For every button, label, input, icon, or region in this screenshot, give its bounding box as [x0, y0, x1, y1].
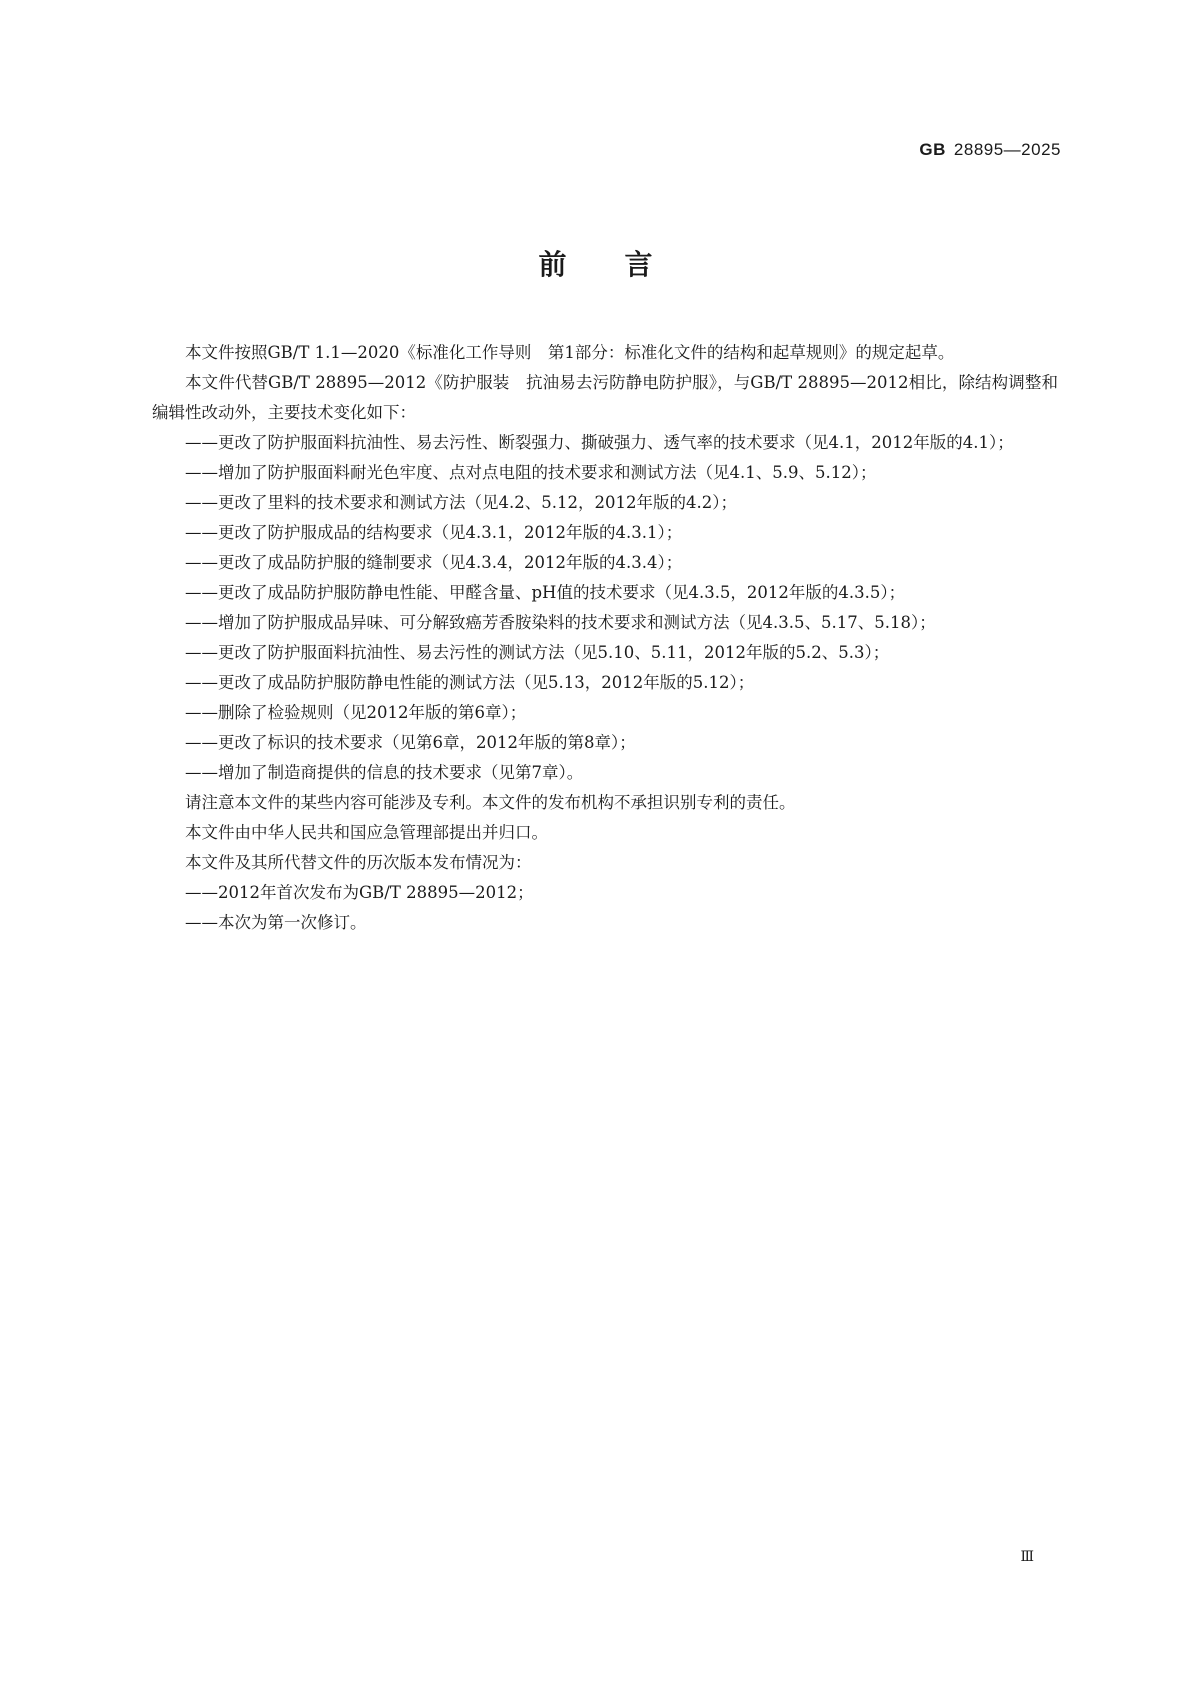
- change-item: ——增加了制造商提供的信息的技术要求（见第7章）。: [185, 763, 584, 782]
- foreword-body: [152, 338, 1058, 938]
- change-item: ——更改了防护服面料抗油性、易去污性、断裂强力、撕破强力、透气率的技术要求（见4.1，2012年版的4.1）；: [185, 433, 1014, 452]
- page-title: 前言: [538, 248, 711, 281]
- change-item: ——更改了里料的技术要求和测试方法（见4.2、5.12，2012年版的4.2）；: [185, 493, 737, 512]
- version-history-paragraph: 本文件及其所代替文件的历次版本发布情况为：: [185, 853, 532, 872]
- standard-code: [919, 140, 1061, 160]
- proposer-paragraph: 本文件由中华人民共和国应急管理部提出并归口。: [185, 823, 548, 842]
- change-item: ——更改了防护服成品的结构要求（见4.3.1，2012年版的4.3.1）；: [185, 523, 683, 542]
- history-item: ——本次为第一次修订。: [185, 913, 367, 932]
- change-item: ——更改了防护服面料抗油性、易去污性的测试方法（见5.10、5.11，2012年版的5.2、5.3）；: [185, 643, 890, 662]
- change-item: ——更改了成品防护服防静电性能的测试方法（见5.13，2012年版的5.12）；: [185, 673, 755, 692]
- change-item: ——删除了检验规则（见2012年版的第6章）；: [185, 703, 527, 722]
- replacement-paragraph: 本文件代替GB/T 28895—2012《防护服装 抗油易去污防静电防护服》，与GB/T 28895—2012相比，除结构调整和编辑性改动外，主要技术变化如下：: [152, 373, 1058, 422]
- standard-prefix: GB: [919, 140, 946, 159]
- page-number: Ⅲ: [1020, 1549, 1034, 1565]
- standard-number: 28895—2025: [953, 140, 1061, 159]
- change-item: ——增加了防护服成品异味、可分解致癌芳香胺染料的技术要求和测试方法（见4.3.5、5.17、5.18）；: [185, 613, 936, 632]
- drafting-rules-paragraph: 本文件按照GB/T 1.1—2020《标准化工作导则 第1部分：标准化文件的结构和起草规则》的规定起草。: [185, 343, 955, 362]
- change-item: ——增加了防护服面料耐光色牢度、点对点电阻的技术要求和测试方法（见4.1、5.9、5.12）；: [185, 463, 877, 482]
- patent-notice-paragraph: 请注意本文件的某些内容可能涉及专利。本文件的发布机构不承担识别专利的责任。: [185, 793, 796, 812]
- history-item: ——2012年首次发布为GB/T 28895—2012；: [185, 883, 534, 902]
- change-item: ——更改了标识的技术要求（见第6章，2012年版的第8章）；: [185, 733, 636, 752]
- change-item: ——更改了成品防护服防静电性能、甲醛含量、pH值的技术要求（见4.3.5，2012年版的4.3.5）；: [185, 583, 906, 602]
- change-item: ——更改了成品防护服的缝制要求（见4.3.4，2012年版的4.3.4）；: [185, 553, 683, 572]
